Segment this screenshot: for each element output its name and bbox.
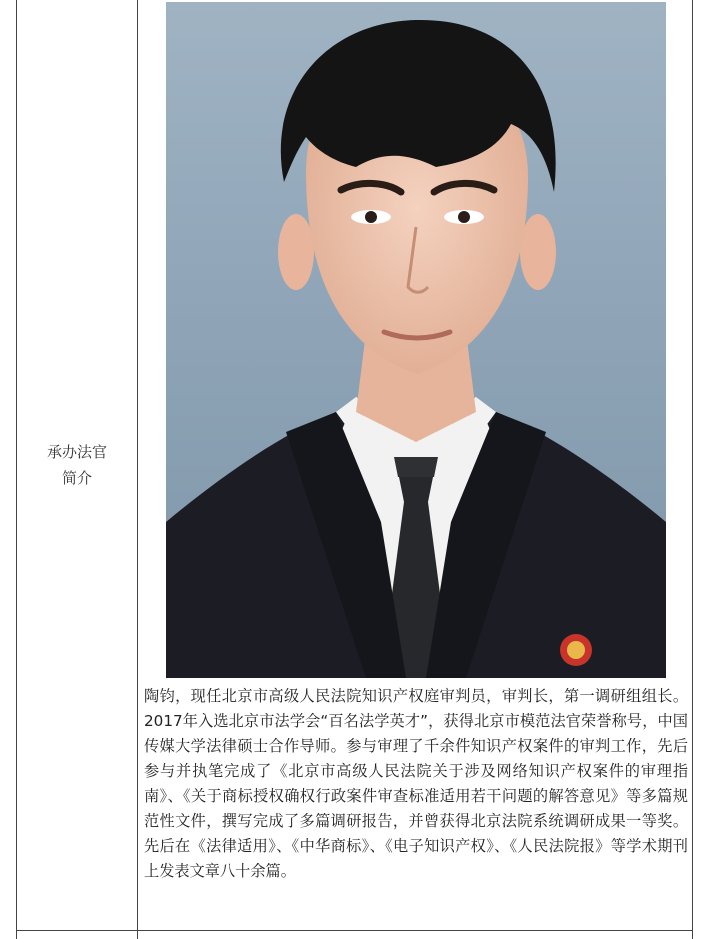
- table-divider: [137, 931, 138, 939]
- row-label-cell: [17, 0, 138, 930]
- row-label-line1: 承办法官: [46, 443, 107, 461]
- judge-portrait-photo: [166, 2, 666, 678]
- row-content-cell: [138, 0, 692, 930]
- row-label-line2: 简介: [61, 469, 92, 487]
- next-table-row: [16, 931, 693, 939]
- judge-biography: 陶钧，现任北京市高级人民法院知识产权庭审判员，审判长，第一调研组组长。2017年入选北京市法学会“百名法学英才”，获得北京市模范法官荣誉称号，中国传媒大学法律硕士合作导师。参与审理了千余件知识产权案件的审判工作，先后参与并执笔完成了《北京市高级人民法院关于涉及网络知识产权案件的审理指南》、《关于商标授权确权行政案件审查标准适用若干问题的解答意见》等多篇规范性文件，撰写完成了多篇调研报告，并曾获得北京法院系统调研成果一等奖。先后在《法律适用》、《中华商标》、《电子知识产权》、《人民法院报》等学术期刊上发表文章八十余篇。: [144, 687, 688, 880]
- portrait-illustration: [166, 2, 666, 678]
- table-row: [17, 0, 692, 931]
- judge-info-table: [16, 0, 693, 939]
